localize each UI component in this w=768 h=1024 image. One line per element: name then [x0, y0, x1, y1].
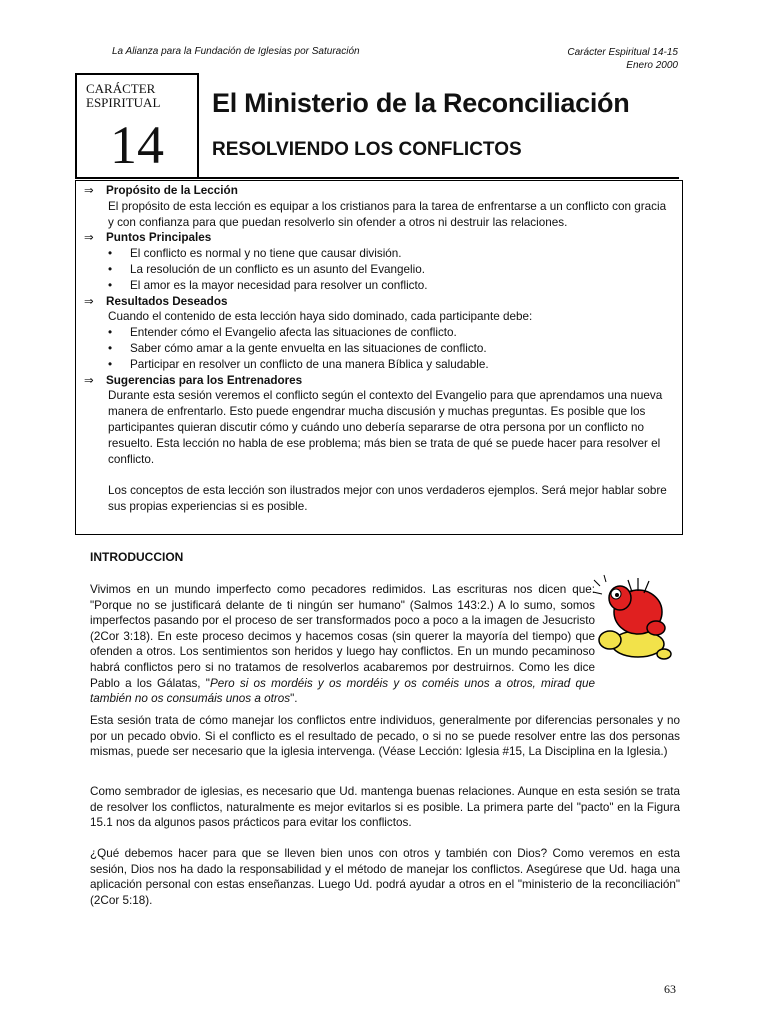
- page-number: 63: [664, 982, 676, 996]
- list-item: • La resolución de un conflicto es un asunto del Evangelio.: [108, 262, 672, 278]
- running-header-right: [567, 46, 678, 72]
- section-heading-introduccion: INTRODUCCION: [90, 550, 184, 564]
- section-heading-resultados: [84, 294, 672, 310]
- sugerencias-paragraph-1: Durante esta sesión veremos el conflicto según el contexto del Evangelio para que aprendamos una nueva manera de enfrentarlo. Esto puede engendrar mucha discusión y muchas preguntas. Es posible que los participantes quieran discutir cómo y cuándo uno debería separarse de otra persona por un conflicto no resuelto. Esta lección no habla de ese problema; más bien se trata de qué se puede hacer para resolver el conflicto.: [108, 389, 663, 466]
- heading-text: Puntos Principales: [106, 231, 212, 245]
- heading-text: Resultados Deseados: [106, 294, 228, 308]
- section-heading-sugerencias: [84, 373, 672, 389]
- resultados-list: [84, 325, 672, 372]
- heading-text: Propósito de la Lección: [106, 184, 238, 197]
- badge-label-line1: CARÁCTER: [86, 81, 156, 96]
- quote-close: ".: [290, 692, 298, 706]
- intro-paragraph-3: Como sembrador de iglesias, es necesario que Ud. mantenga buenas relaciones. Aunque en esta sesión se trata de resolver los conflictos, naturalmente es mejor evitarlos si es posible. La primera parte del "pacto" en la Figura 15.1 nos da algunos pasos prácticos para evitar los conflictos.: [90, 785, 680, 830]
- paragraph-text: Vivimos en un mundo imperfecto como pecadores redimidos. Las escrituras nos dicen que: "Porque no se justificará delante de ti ningún ser humano" (Salmos 143:2.) A lo sumo, somos imperfectos pasando por el proceso de ser transformados poco a poco a la imagen de Jesucristo (2Cor 3:18). En este proceso decimos y hacemos cosas (sin querer la mayoría del tiempo) que ofenden a otros. Los sentimientos son heridos y luego hay conflictos. En un mundo pecaminoso habrá conflictos pero si no tratamos de resolverlos acabaremos por destruirnos. Como les dice Pablo a los Gálatas, ": [90, 583, 595, 690]
- resultados-intro: Cuando el contenido de esta lección haya sido dominado, cada participante debe:: [108, 310, 533, 324]
- conflict-cartoon-illustration: [592, 574, 682, 674]
- yellow-creature: [599, 631, 671, 659]
- intro-paragraph-4: ¿Qué debemos hacer para que se lleven bien unos con otros y también con Dios? Como veremos en esta sesión, Dios nos ha dado la responsabilidad y el método de manejar los conflictos. Asegúrese que Ud. haga una aplicación personal con estas enseñanzas. Luego Ud. podrá ayudar a otros en el "ministerio de la reconciliación" (2Cor 5:18).: [90, 847, 680, 907]
- arrow-icon: ⇒: [84, 231, 94, 245]
- list-item: • Entender cómo el Evangelio afecta las situaciones de conflicto.: [108, 325, 672, 341]
- page-title: El Ministerio de la Reconciliación: [212, 88, 630, 118]
- running-header-left: La Alianza para la Fundación de Iglesias por Saturación: [112, 46, 360, 57]
- lesson-number: 14: [110, 115, 164, 175]
- galatas-quote: Pero si os mordéis y os mordéis y os coméis unos a otros, mirad que también no os consumáis unos a otros: [90, 676, 595, 706]
- intro-paragraph-1: [90, 582, 595, 707]
- motion-lines: [593, 575, 606, 594]
- page-subtitle: RESOLVIENDO LOS CONFLICTOS: [212, 139, 522, 160]
- header-series: Carácter Espiritual 14-15: [567, 47, 678, 58]
- arrow-icon: ⇒: [84, 373, 94, 387]
- lesson-summary-box: [75, 180, 683, 535]
- badge-label: [86, 82, 160, 110]
- heading-text: Sugerencias para los Entrenadores: [106, 373, 303, 387]
- arrow-icon: ⇒: [84, 294, 94, 308]
- list-item: • Participar en resolver un conflicto de una manera Bíblica y saludable.: [108, 357, 672, 373]
- section-heading-proposito: [84, 183, 672, 199]
- header-date: Enero 2000: [626, 60, 678, 71]
- lesson-badge: [75, 73, 199, 179]
- badge-label-line2: ESPIRITUAL: [86, 95, 161, 110]
- title-rule: [199, 177, 679, 179]
- list-item: • El amor es la mayor necesidad para resolver un conflicto.: [108, 278, 672, 294]
- puntos-list: [84, 246, 672, 293]
- intro-paragraph-2: Esta sesión trata de cómo manejar los conflictos entre individuos, generalmente por diferencias personales y no por un pecado obvio. Si el conflicto es el resultado de pecado, o si no se puede resolver entre las dos personas mismas, puede ser necesario que la iglesia intervenga. (Véase Lección: Iglesia #15, La Disciplina en la Iglesia.): [90, 714, 680, 759]
- proposito-text: El propósito de esta lección es equipar a los cristianos para la tarea de enfrentarse a un conflicto con gracia y con confianza para que puedan resolverlo sin ofender a otros ni destruir las relaciones.: [108, 199, 667, 229]
- section-heading-puntos: [84, 230, 672, 246]
- list-item: • El conflicto es normal y no tiene que causar división.: [108, 246, 672, 262]
- red-creature: [609, 578, 665, 635]
- arrow-icon: ⇒: [84, 184, 94, 197]
- sugerencias-paragraph-2: Los conceptos de esta lección son ilustrados mejor con unos verdaderos ejemplos. Será mejor hablar sobre sus propias experiencias si es posible.: [108, 484, 667, 513]
- list-item: • Saber cómo amar a la gente envuelta en las situaciones de conflicto.: [108, 341, 672, 357]
